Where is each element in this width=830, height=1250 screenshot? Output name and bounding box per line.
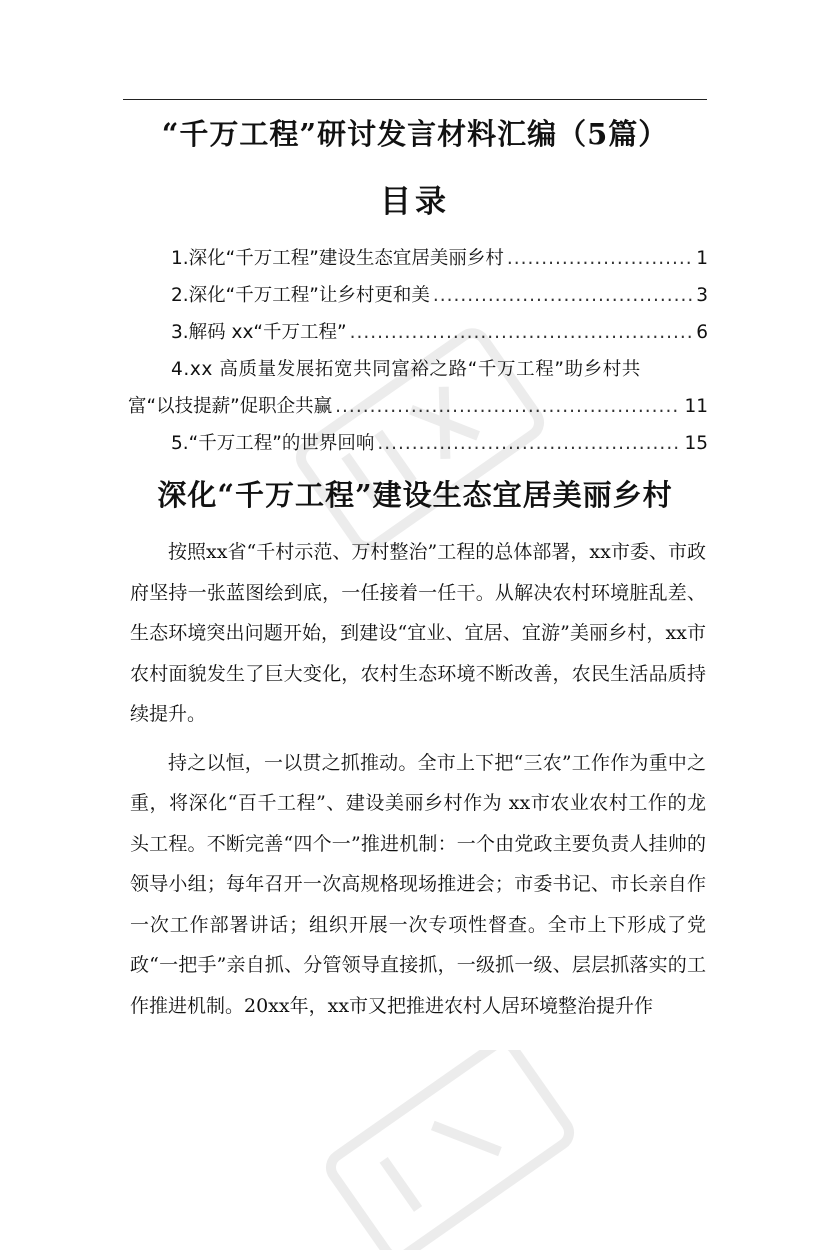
body-text — [130, 532, 706, 1034]
header-rule — [123, 99, 707, 100]
toc-entry-page: 6 — [696, 322, 708, 343]
toc-entry-2[interactable] — [128, 277, 708, 314]
toc-entry-label: 3.解码 xx“千万工程” — [171, 322, 347, 343]
paragraph-2: 持之以恒，一以贯之抓推动。全市上下把“三农”工作作为重中之重，将深化“百千工程”、建设美丽乡村作为 xx市农业农村工作的龙头工程。不断完善“四个一”推进机制：一个由党政主要负责人挂帅的领导小组；每年召开一次高规格现场推进会；市委书记、市长亲自作一次工作部署讲话；组织开展一次专项性督查。全市上下形成了党政“一把手”亲自抓、分管领导直接抓，一级抓一级、层层抓落实的工作推进机制。20xx年，xx市又把推进农村人居环境整治提升作 — [130, 751, 706, 1017]
toc-entry-page: 3 — [696, 285, 708, 306]
toc-entry-label: 1.深化“千万工程”建设生态宜居美丽乡村 — [171, 248, 504, 269]
toc-leader-dots — [350, 314, 694, 351]
toc-entry-4[interactable] — [128, 351, 708, 425]
toc-entry-label: 5.“千万工程”的世界回响 — [171, 433, 375, 454]
toc-leader-dots — [335, 388, 681, 425]
paragraph-1: 按照xx省“千村示范、万村整治”工程的总体部署，xx市委、市政府坚持一张蓝图绘到底，一任接着一任干。从解决农村环境脏乱差、生态环境突出问题开始，到建设“宜业、宜居、宜游”美丽乡村，xx市农村面貌发生了巨大变化，农村生态环境不断改善，农民生活品质持续提升。 — [130, 541, 706, 725]
toc-entry-5[interactable] — [128, 425, 708, 462]
toc-entry-page: 1 — [696, 248, 708, 269]
toc-leader-dots — [507, 240, 693, 277]
toc-entry-page: 15 — [684, 433, 708, 454]
document-title: “千万工程”研讨发言材料汇编（5篇） — [161, 117, 669, 151]
toc-entry-label-line2: 富“以技提薪”促职企共赢 — [128, 396, 333, 417]
toc-entry-page: 11 — [684, 396, 708, 417]
toc-entry-3[interactable] — [128, 314, 708, 351]
section-title: 深化“千万工程”建设生态宜居美丽乡村 — [157, 478, 673, 512]
toc-entry-1[interactable] — [128, 240, 708, 277]
toc-leader-dots — [377, 425, 681, 462]
table-of-contents — [128, 240, 708, 462]
watermark-logo-bottom — [300, 1050, 600, 1250]
toc-leader-dots — [433, 277, 693, 314]
toc-heading: 目录 — [380, 184, 450, 220]
toc-entry-label-line1: 4.xx 高质量发展拓宽共同富裕之路“千万工程”助乡村共 — [171, 359, 641, 380]
toc-entry-label: 2.深化“千万工程”让乡村更和美 — [171, 285, 430, 306]
